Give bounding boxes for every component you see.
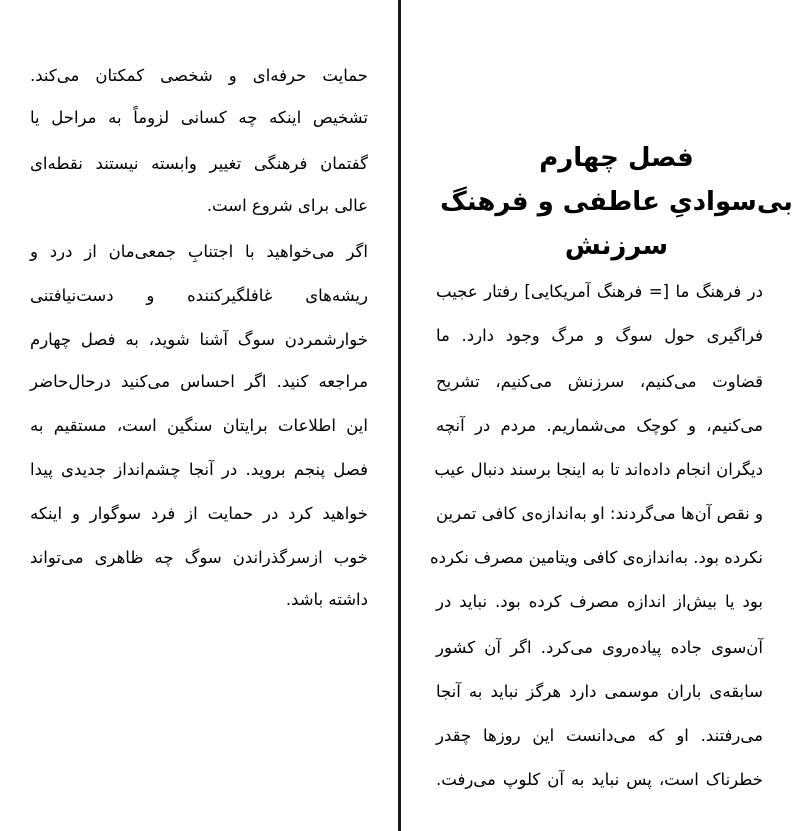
- right-text-line: و نقص آن‌ها می‌گردند: او به‌اندازه‌ی کافی تمرین: [436, 504, 763, 523]
- left-text-line: عالی برای شروع است.: [206, 196, 368, 215]
- left-text-line: حمایت حرفه‌ای و شخصی کمکتان می‌کند.: [30, 66, 368, 85]
- right-text-line: می‌کنیم، و کوچک می‌شماریم. مردم در آنچه: [436, 416, 763, 435]
- right-text-line: سابقه‌ی باران موسمی دارد هرگز نباید به آنجا: [436, 682, 763, 701]
- right-text-line: آن‌سوی جاده پیاده‌روی می‌کرد. اگر آن کشور: [436, 638, 763, 657]
- right-text-line: فراگیری حول سوگ و مرگ وجود دارد. ما: [436, 326, 763, 345]
- left-text-line: خواهید کرد در حمایت از فرد سوگوار و اینکه: [30, 504, 368, 523]
- chapter-subtitle: سرزنش: [564, 231, 669, 261]
- left-text-line: داشته باشد.: [285, 590, 368, 609]
- left-text-line: فصل پنجم بروید. در آنجا چشم‌انداز جدیدی پیدا: [30, 460, 368, 479]
- right-text-line: خطرناک است، پس نباید به آن کلوپ می‌رفت.: [436, 770, 763, 789]
- left-text-line: خوب ازسرگذراندن سوگ چه ظاهری می‌تواند: [30, 548, 368, 567]
- left-text-line: ریشه‌های غافلگیرکننده و دست‌نیافتنی: [30, 286, 368, 305]
- right-text-line: می‌رفتند. او که می‌دانست این روزها چقدر: [436, 726, 763, 745]
- left-text-line: اگر می‌خواهید با اجتنابِ جمعی‌مان از درد و: [30, 242, 368, 261]
- page-divider: [398, 0, 401, 831]
- chapter-subtitle: بی‌سوادیِ عاطفی و فرهنگ: [440, 187, 793, 217]
- left-text-line: این اطلاعات برایتان سنگین است، مستقیم به: [30, 416, 368, 435]
- chapter-title: فصل چهارم: [539, 143, 694, 173]
- left-text-line: مراجعه کنید. اگر احساس می‌کنید درحال‌حاضر: [30, 372, 368, 391]
- right-text-line: نکرده بود. به‌اندازه‌ی کافی ویتامین مصرف نکرده: [430, 548, 763, 567]
- right-page: [403, 0, 800, 831]
- left-text-line: تشخیص اینکه چه کسانی لزوماً به مراحل یا: [30, 108, 368, 127]
- left-page: [0, 0, 398, 831]
- left-text-line: خوارشمردن سوگ آشنا شوید، به فصل چهارم: [30, 330, 368, 349]
- right-text-line: دیگران انجام داده‌اند تا به اینجا برسند دنبال عیب: [434, 460, 763, 479]
- right-text-line: بود یا بیش‌از اندازه مصرف کرده بود. نباید در: [436, 592, 763, 611]
- right-text-line: در فرهنگ ما [= فرهنگ آمریکایی] رفتار عجیب: [436, 282, 763, 301]
- left-text-line: گفتمان فرهنگی تغییر وابسته نیستند نقطه‌ای: [30, 154, 368, 173]
- right-text-line: قضاوت می‌کنیم، سرزنش می‌کنیم، تشریح: [436, 372, 763, 391]
